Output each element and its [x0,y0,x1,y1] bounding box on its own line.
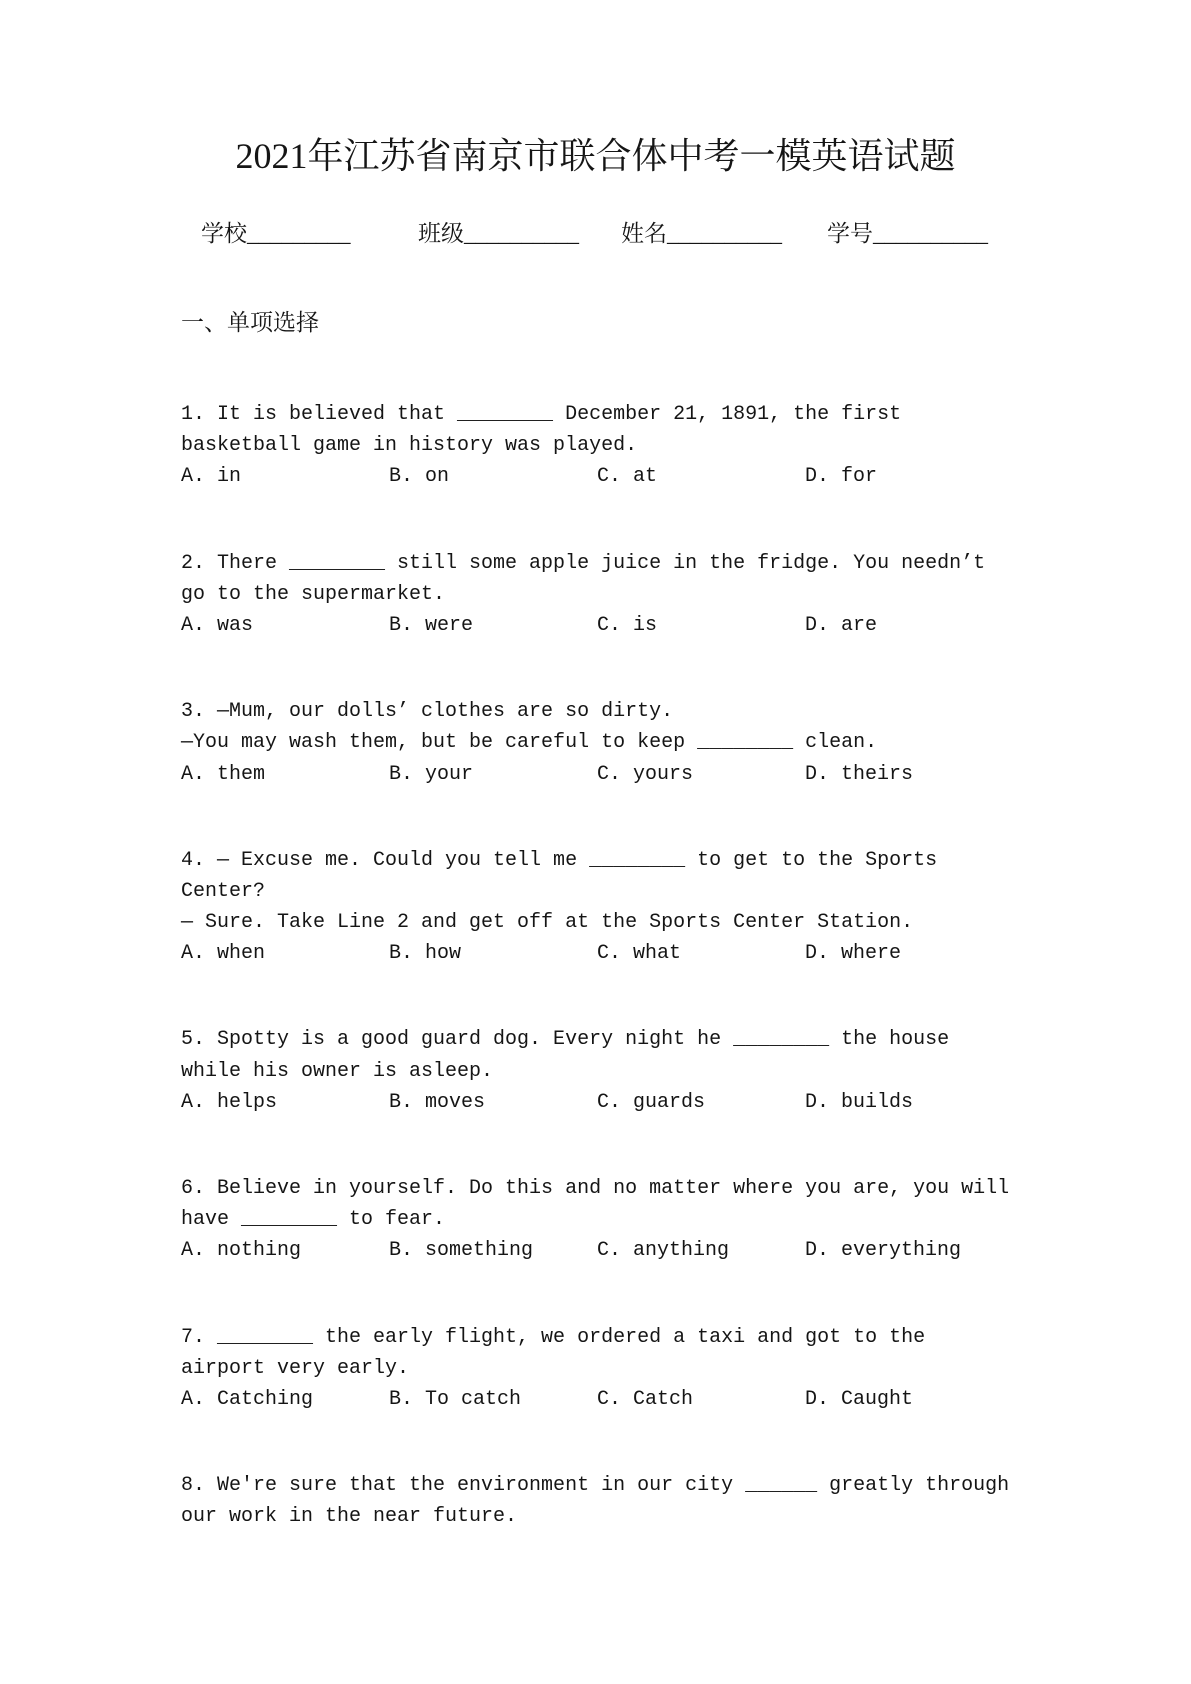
option-b: B. how [389,942,462,966]
question-8-line-2: our work in the near future. [181,1505,518,1529]
question-5-line-2: while his owner is asleep. [181,1059,494,1083]
option-c: C. at [597,465,658,489]
field-label: 姓名 [621,221,667,246]
question-7-line-1: 7. ________ the early flight, we ordered a taxi and got to the [181,1325,926,1349]
option-d: D. Caught [805,1387,914,1411]
field-label: 学校 [201,221,247,246]
question-2-options [181,610,1081,641]
question-3-options [181,759,1081,790]
info-field-class [418,219,579,249]
question-5 [181,1024,1081,1118]
option-a: A. when [181,942,266,966]
question-7-options [181,1384,1081,1415]
question-1-line-2: basketball game in history was played. [181,434,638,458]
question-6-line-2: have ________ to fear. [181,1208,446,1232]
option-a: A. was [181,613,254,637]
info-field-school [201,219,351,249]
info-field-name [621,219,782,249]
field-blank: __________ [667,221,782,246]
option-d: D. builds [805,1090,914,1114]
option-b: B. something [389,1239,534,1263]
question-7 [181,1322,1081,1416]
question-2-line-2: go to the supermarket. [181,582,446,606]
question-7-line-2: airport very early. [181,1356,410,1380]
option-d: D. where [805,942,902,966]
field-blank: _________ [247,221,351,246]
question-3-line-1: 3. —Mum, our dolls’ clothes are so dirty. [181,700,674,724]
question-6 [181,1173,1081,1267]
option-b: B. To catch [389,1387,522,1411]
option-d: D. theirs [805,762,914,786]
question-4-line-1: 4. — Excuse me. Could you tell me ________ to get to the Sports [181,848,938,872]
option-c: C. Catch [597,1387,694,1411]
question-6-options [181,1235,1081,1266]
option-c: C. yours [597,762,694,786]
question-4-line-2: Center? [181,879,266,903]
info-field-student-id [827,219,988,249]
option-a: A. Catching [181,1387,314,1411]
question-8 [181,1470,1081,1532]
question-8-line-1: 8. We're sure that the environment in our city ______ greatly through [181,1474,1010,1498]
question-2-line-1: 2. There ________ still some apple juice in the fridge. You needn’t [181,551,986,575]
option-c: C. anything [597,1239,730,1263]
question-3-line-2: —You may wash them, but be careful to keep ________ clean. [181,731,878,755]
field-blank: __________ [464,221,579,246]
student-info-row [0,219,1191,249]
field-label: 学号 [827,221,873,246]
question-3 [181,696,1081,790]
question-1 [181,399,1081,493]
question-4 [181,845,1081,970]
option-b: B. were [389,613,474,637]
option-b: B. on [389,465,450,489]
option-c: C. guards [597,1090,706,1114]
question-4-line-3: — Sure. Take Line 2 and get off at the Sports Center Station. [181,911,914,935]
field-blank: __________ [873,221,988,246]
option-c: C. what [597,942,682,966]
question-5-options [181,1087,1081,1118]
option-a: A. nothing [181,1239,302,1263]
question-6-line-1: 6. Believe in yourself. Do this and no matter where you are, you will [181,1177,1010,1200]
option-a: A. helps [181,1090,278,1114]
option-d: D. everything [805,1239,962,1263]
question-list [181,399,1081,1588]
question-1-options [181,461,1081,492]
option-b: B. your [389,762,474,786]
option-c: C. is [597,613,658,637]
field-label: 班级 [418,221,464,246]
document-title: 2021年江苏省南京市联合体中考一模英语试题 [235,136,956,176]
option-d: D. are [805,613,878,637]
question-5-line-1: 5. Spotty is a good guard dog. Every night he ________ the house [181,1028,950,1052]
option-b: B. moves [389,1090,486,1114]
question-2 [181,548,1081,642]
question-1-line-1: 1. It is believed that ________ December 21, 1891, the first [181,403,902,426]
section-title: 一、单项选择 [181,310,319,335]
option-d: D. for [805,465,878,489]
option-a: A. them [181,762,266,786]
question-4-options [181,938,1081,969]
option-a: A. in [181,465,242,489]
